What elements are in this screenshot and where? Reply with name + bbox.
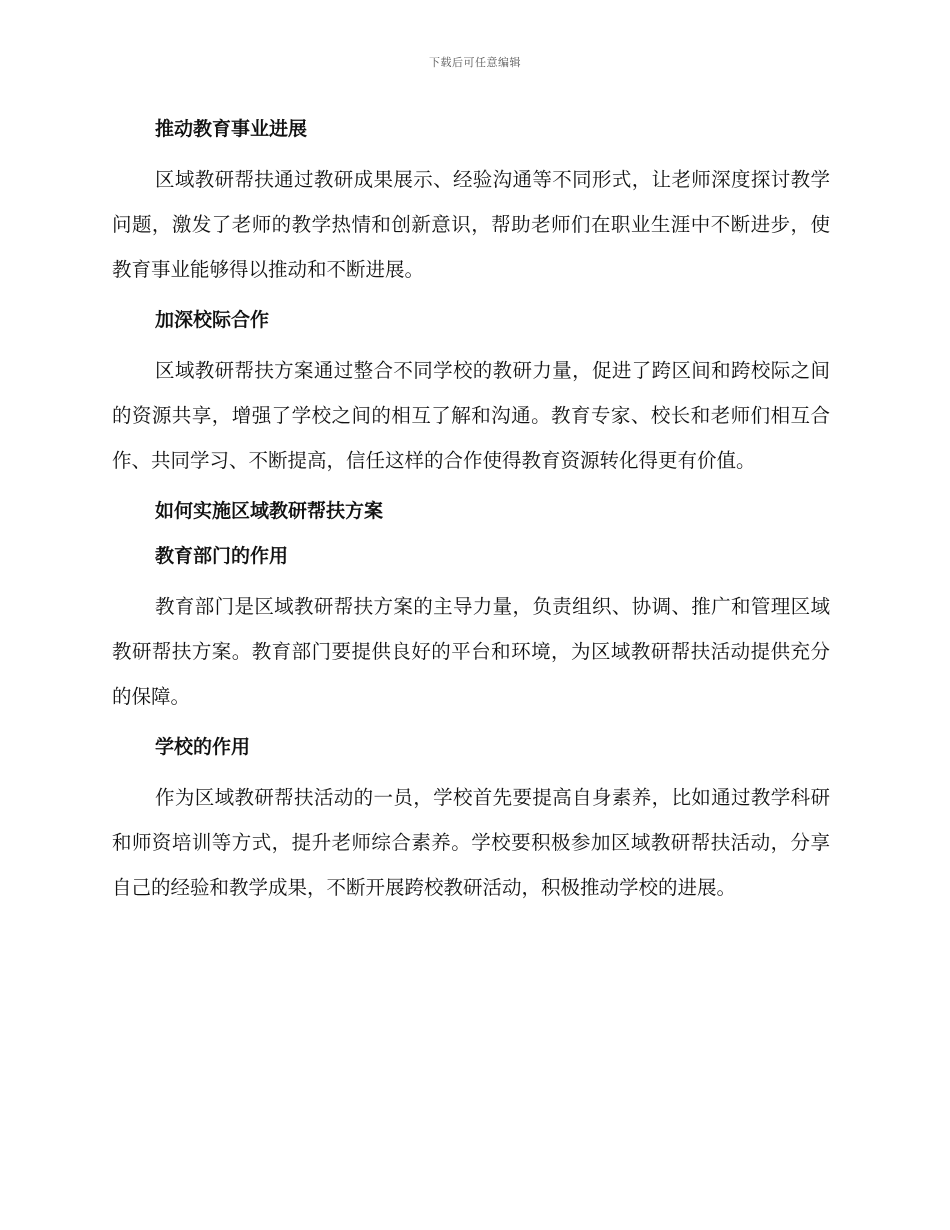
section-heading: 教育部门的作用	[155, 545, 289, 567]
section-heading: 如何实施区域教研帮扶方案	[155, 500, 384, 522]
section-heading: 学校的作用	[155, 736, 251, 758]
section-paragraph: 区域教研帮扶方案通过整合不同学校的教研力量，促进了跨区间和跨校际之间的资源共享，增强了学校之间的相互了解和沟通。教育专家、校长和老师们相互合作、共同学习、不断提高，信任这样的合作使得教育资源转化得更有价值。	[112, 359, 830, 472]
section-paragraph: 作为区域教研帮扶活动的一员，学校首先要提高自身素养，比如通过教学科研和师资培训等方式，提升老师综合素养。学校要积极参加区域教研帮扶活动，分享自己的经验和教学成果，不断开展跨校教研活动，积极推动学校的进展。	[112, 786, 830, 899]
section-paragraph: 区域教研帮扶通过教研成果展示、经验沟通等不同形式，让老师深度探讨教学问题，激发了老师的教学热情和创新意识，帮助老师们在职业生涯中不断进步，使教育事业能够得以推动和不断进展。	[112, 168, 830, 281]
section-paragraph: 教育部门是区域教研帮扶方案的主导力量，负责组织、协调、推广和管理区域教研帮扶方案。教育部门要提供良好的平台和环境，为区域教研帮扶活动提供充分的保障。	[112, 595, 830, 708]
document-body	[112, 112, 830, 910]
header-note: 下载后可任意编辑	[429, 56, 521, 69]
section-heading: 加深校际合作	[155, 309, 270, 331]
section-heading: 推动教育事业进展	[155, 118, 308, 140]
